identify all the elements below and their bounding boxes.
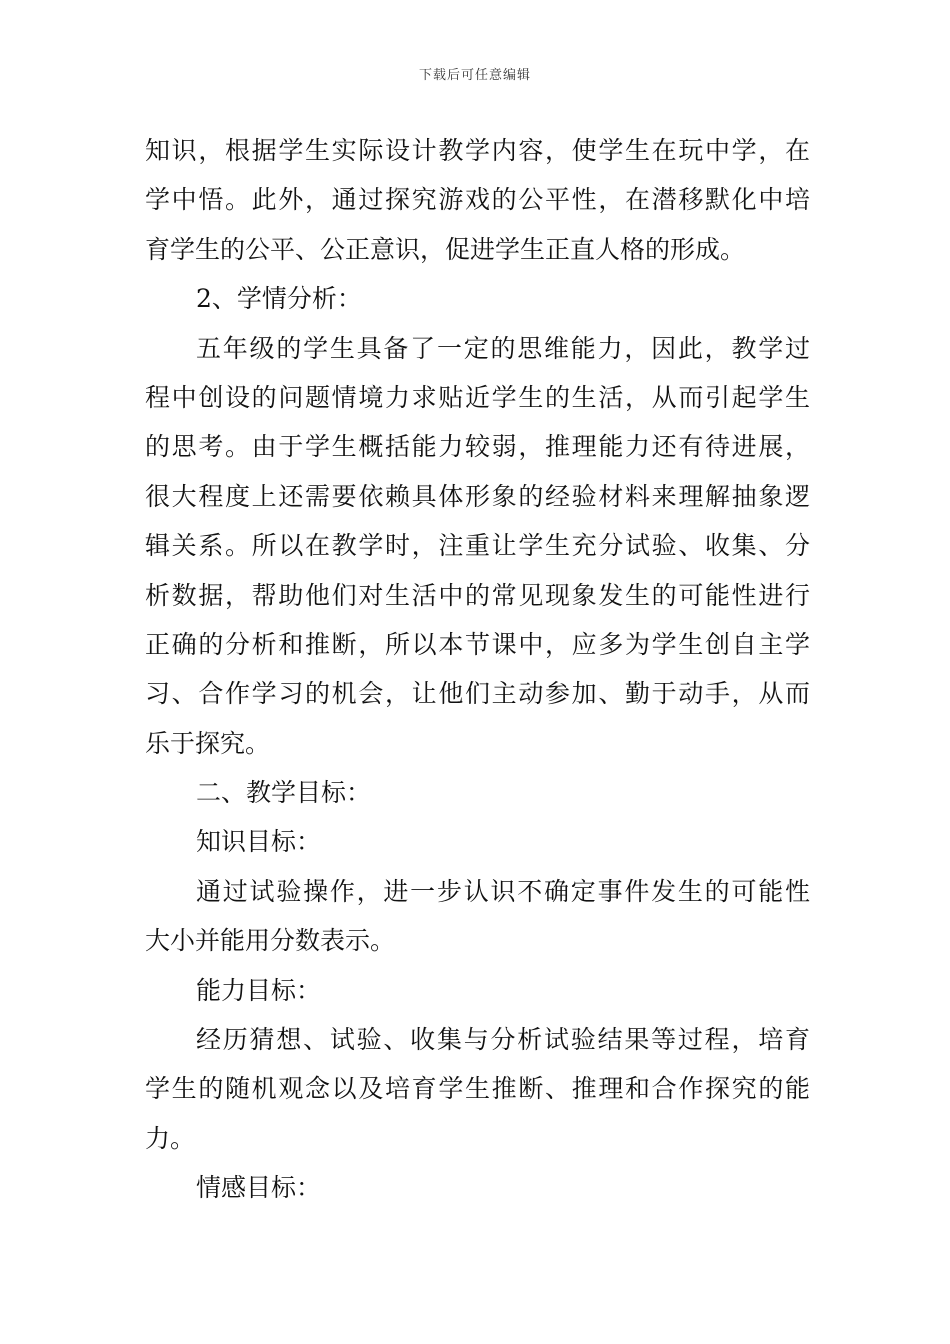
text-line: 很大程度上还需要依赖具体形象的经验材料来理解抽象逻 [145,481,810,511]
text-line: 知识，根据学生实际设计教学内容，使学生在玩中学，在 [145,136,810,165]
document-body [145,126,810,1213]
text-line: 学中悟。此外，通过探究游戏的公平性，在潜移默化中培 [145,185,810,215]
text-line: 大小并能用分数表示。 [145,926,396,956]
text-line: 辑关系。所以在教学时，注重让学生充分试验、收集、分 [145,531,810,561]
section-heading: 2、学情分析： [196,284,362,314]
subsection-heading: 情感目标： [196,1173,322,1203]
text-line: 习、合作学习的机会，让他们主动参加、勤于动手，从而 [145,679,810,709]
text-line: 育学生的公平、公正意识，促进学生正直人格的形成。 [145,234,746,264]
text-line: 学生的随机观念以及培育学生推断、推理和合作探究的能 [145,1074,810,1104]
text-line: 的思考。由于学生概括能力较弱，推理能力还有待进展， [145,432,810,462]
text-line: 析数据，帮助他们对生活中的常见现象发生的可能性进行 [145,580,810,610]
section-heading: 二、教学目标： [196,778,372,808]
text-line: 通过试验操作，进一步认识不确定事件发生的可能性 [196,876,810,906]
text-line: 正确的分析和推断，所以本节课中，应多为学生创自主学 [145,629,810,659]
text-line: 五年级的学生具备了一定的思维能力，因此，教学过 [196,333,810,363]
text-line: 力。 [145,1123,196,1153]
subsection-heading: 能力目标： [196,975,322,1005]
subsection-heading: 知识目标： [196,827,322,857]
page-header: 下载后可任意编辑 [418,68,531,83]
text-line: 乐于探究。 [145,728,271,758]
text-line: 经历猜想、试验、收集与分析试验结果等过程，培育 [196,1025,810,1055]
text-line: 程中创设的问题情境力求贴近学生的生活，从而引起学生 [145,382,810,412]
